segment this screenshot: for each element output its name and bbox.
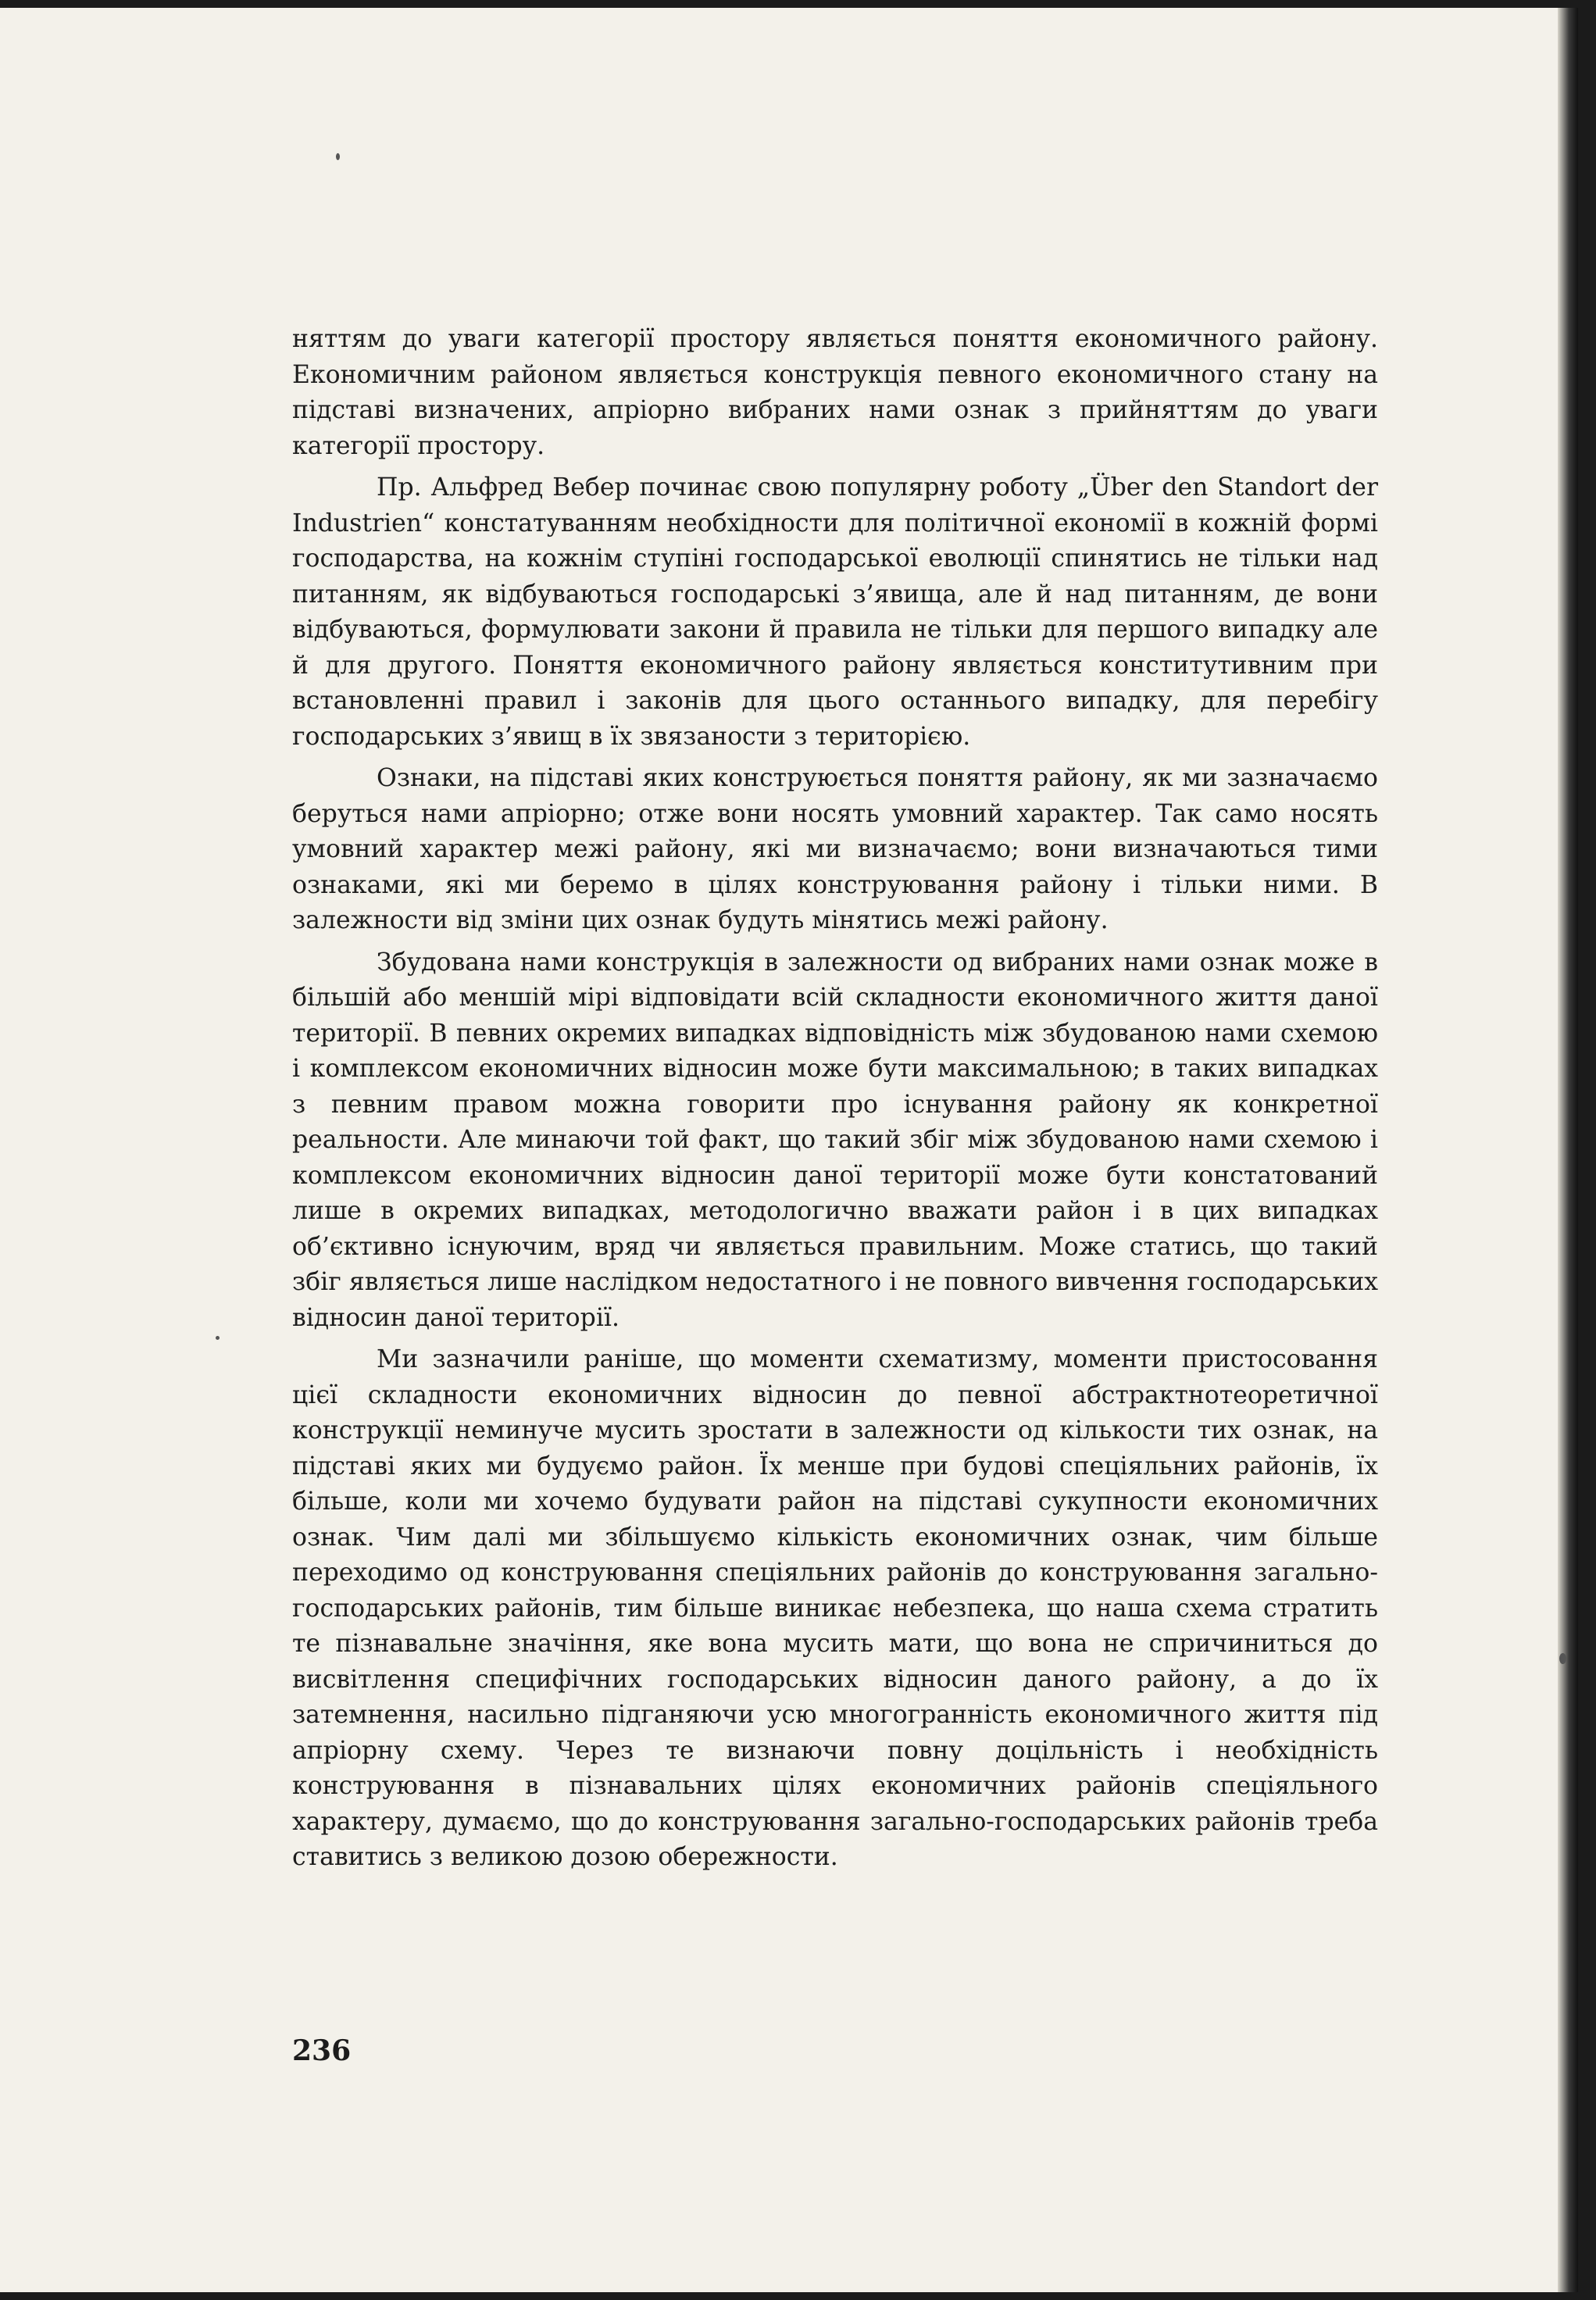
paragraph-1: няттям до уваги категорії простору являється поняття економичного району. Економичним районом являється конструкція певного економичного стану на підставі визначених, апріорно вибраних нами ознак з прийняттям до уваги категорії простору.: [292, 325, 1378, 460]
book-page: [0, 8, 1578, 2292]
paragraph-5: Ми зазначили раніше, що моменти схематизму, моменти пристосовання цієї складности економичних відносин до певної абстрактнотеоретичної конструкції неминуче мусить зростати в залежности од кількости тих ознак, на підставі яких ми будуємо район. Їх менше при будові спеціяльних районів, їх більше, коли ми хочемо будувати район на підставі сукупности економичних ознак. Чим далі ми збільшуємо кількість економичних ознак, чим більше переходимо од конструювання спеціяльних районів до конструювання загально-господарських районів, тим більше виникає небезпека, що наша схема стратить те пізнавальне значіння, яке вона мусить мати, що вона не спричиниться до висвітлення специфічних господарських відносин даного району, а до їх затемнення, насильно підганяючи усю многогранність економичного життя під апріорну схему. Через те визнаючи повну доцільність і необхідність конструювання в пізнавальних цілях економичних районів спеціяльного характеру, думаємо, що до конструювання загально-господарських районів треба ставитись з великою дозою обережности.: [292, 1345, 1378, 1871]
paper-speck: [1559, 1653, 1566, 1664]
paper-speck: [336, 153, 340, 160]
paragraph-2: Пр. Альфред Вебер починає свою популярну роботу „Über den Standort der Industrien“ констатуванням необхідности для політичної економії в кожній формі господарства, на кожнім ступіні господарської еволюції спинятись не тільки над питанням, як відбуваються господарські з’явища, але й над питанням, де вони відбуваються, формулювати закони й правила не тільки для першого випадку але й для другого. Поняття економичного району являється конститутивним при встановленні правил і законів для цього останнього випадку, для перебігу господарських з’явищ в їх звязаности з територією.: [292, 473, 1378, 751]
paragraph-3: Ознаки, на підставі яких конструюється поняття району, як ми зазначаємо беруться нами апріорно; отже вони носять умовний характер. Так само носять умовний характер межі району, які ми визначаємо; вони визначаються тими ознаками, які ми беремо в цілях конструювання району і тільки ними. В залежности від зміни цих ознак будуть мінятись межі району.: [292, 764, 1378, 934]
book-spine-shadow: [1558, 8, 1578, 2292]
paper-speck: [216, 1336, 220, 1340]
body-text: [292, 322, 1378, 1882]
page-number: 236: [292, 2034, 352, 2067]
paragraph-4: Збудована нами конструкція в залежности од вибраних нами ознак може в більшій або меншій мірі відповідати всій складности економичного життя даної території. В певних окремих випадках відповідність між збудованою нами схемою і комплексом економичних відносин може бути максимальною; в таких випадках з певним правом можна говорити про існування району як конкретної реальности. Але минаючи той факт, що такий збіг між збудованою нами схемою і комплексом економичних відносин даної території може бути констатований лише в окремих випадках, методологично вважати район і в цих випадках об’єктивно існуючим, вряд чи являється правильним. Може статись, що такий збіг являється лише наслідком недостатного і не повного вивчення господарських відносин даної території.: [292, 948, 1378, 1332]
